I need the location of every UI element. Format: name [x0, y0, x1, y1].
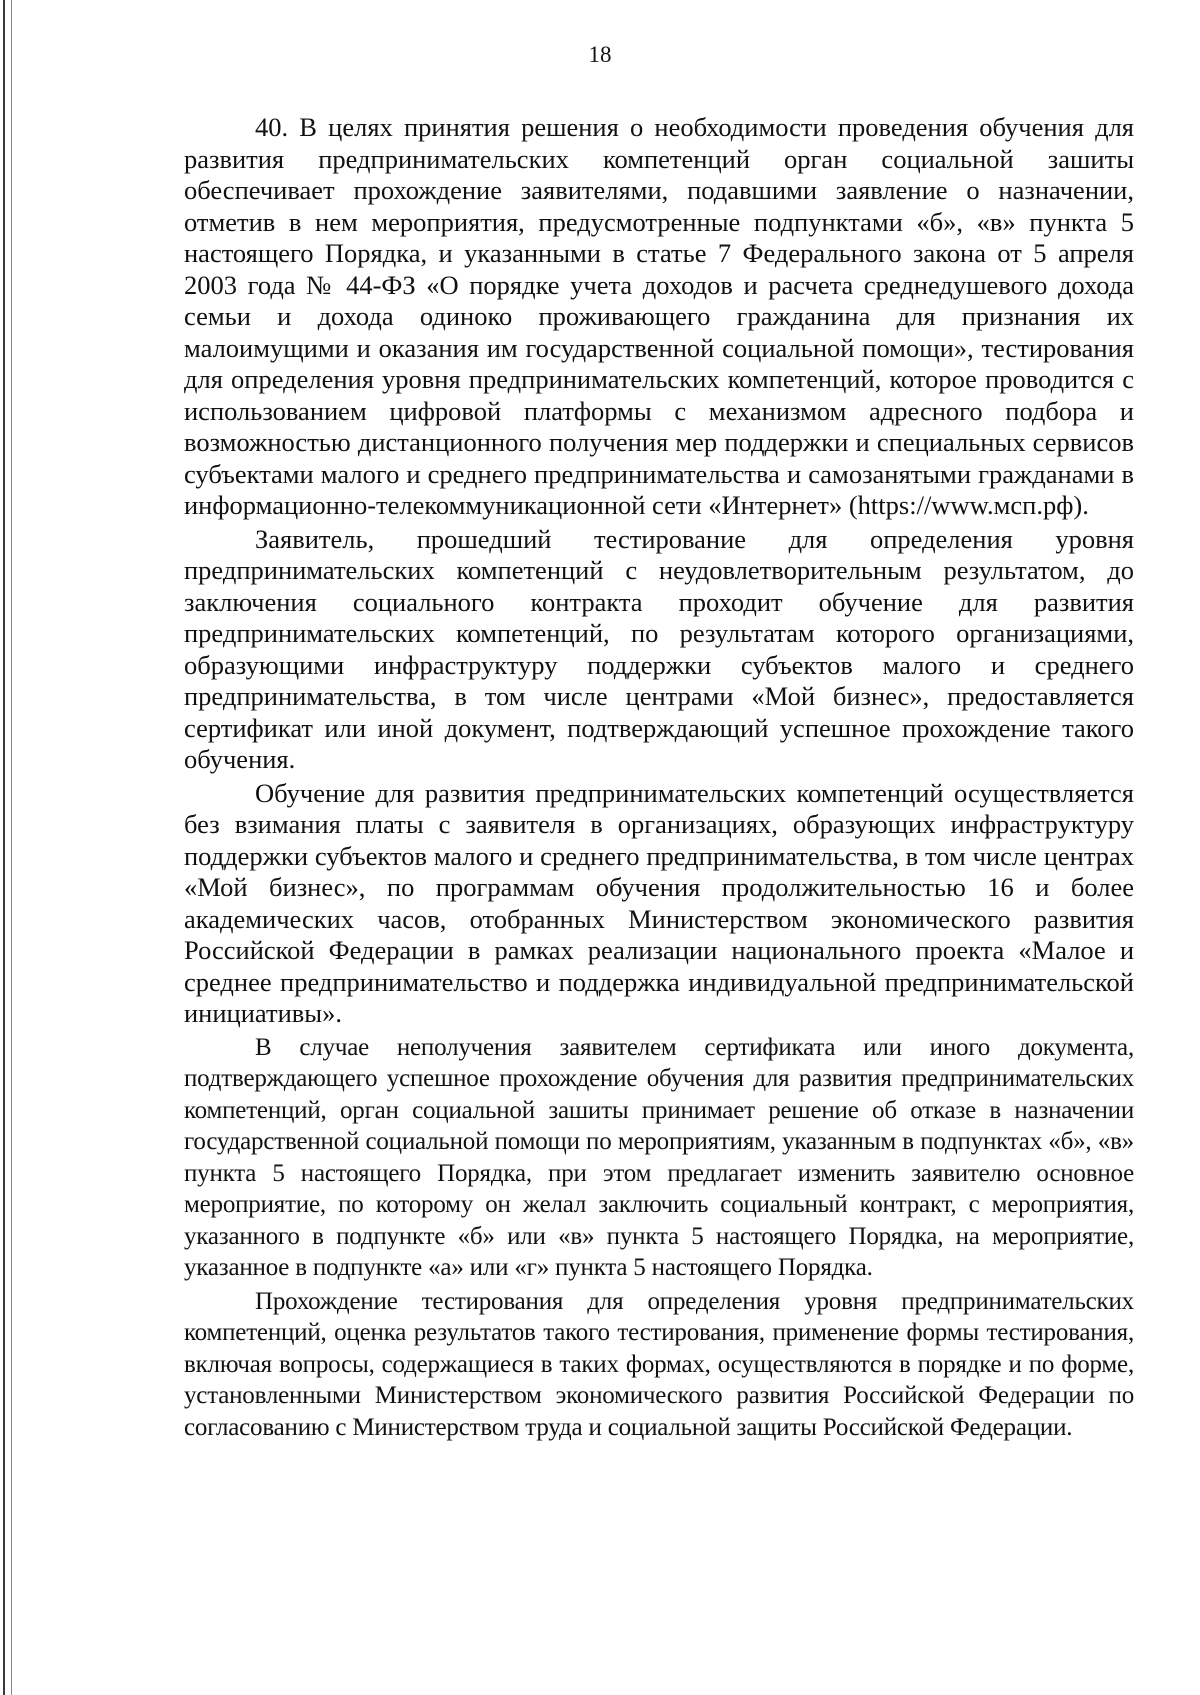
scan-edge-line	[11, 0, 12, 1695]
paragraph-training-terms: Обучение для развития предпринимательских компетенций осуществляется без взимания платы с заявителя в организациях, образующих инфраструктуру поддержки субъектов малого и среднего предпринимательства, в том числе центрах «Мой бизнес», по программам обучения продолжительностью 16 и более академических часов, отобранных Министерством экономического развития Российской Федерации в рамках реализации национального проекта «Малое и среднее предпринимательство и поддержка индивидуальной предпринимательской инициативы».	[184, 777, 1134, 1028]
paragraph-certificate-refusal: В случае неполучения заявителем сертификата или иного документа, подтверждающего успешное прохождение обучения для развития предпринимательских компетенций, орган социальной зашиты принимает решение об отказе в назначении государственной социальной помощи по мероприятиям, указанным в подпунктах «б», «в» пункта 5 настоящего Порядка, при этом предлагает изменить заявителю основное мероприятие, по которому он желал заключить социальный контракт, с мероприятия, указанного в подпункте «б» или «в» пункта 5 настоящего Порядка, на мероприятие, указанное в подпункте «а» или «г» пункта 5 настоящего Порядка.	[184, 1033, 1134, 1281]
paragraph-testing-procedure: Прохождение тестирования для определения уровня предпринимательских компетенций, оценка результатов такого тестирования, применение формы тестирования, включая вопросы, содержащиеся в таких формах, осуществляются в порядке и по форме, установленными Министерством экономического развития Российской Федерации по согласованию с Министерством труда и социальной защиты Российской Федерации.	[184, 1287, 1134, 1441]
scan-edge-line	[3, 0, 5, 1695]
paragraph-item-40: 40. В целях принятия решения о необходимости проведения обучения для развития предпринимательских компетенций орган социальной зашиты обеспечивает прохождение заявителями, подавшими заявление о назначении, отметив в нем мероприятия, предусмотренные подпунктами «б», «в» пункта 5 настоящего Порядка, и указанными в статье 7 Федерального закона от 5 апреля 2003 года № 44-ФЗ «О порядке учета доходов и расчета среднедушевого дохода семьи и дохода одиноко проживающего гражданина для признания их малоимущими и оказания им государственной социальной помощи», тестирования для определения уровня предпринимательских компетенций, которое проводится с использованием цифровой платформы с механизмом адресного подбора и возможностью дистанционного получения мер поддержки и специальных сервисов субъектами малого и среднего предпринимательства и самозанятыми гражданами в информационно-телекоммуникационной сети «Интернет» (https://www.мсп.рф).	[184, 112, 1134, 520]
paragraph-applicant-testing: Заявитель, прошедший тестирование для определения уровня предпринимательских компетенций с неудовлетворительным результатом, до заключения социального контракта проходит обучение для развития предпринимательских компетенций, по результатам которого организациями, образующими инфраструктуру поддержки субъектов малого и среднего предпринимательства, в том числе центрами «Мой бизнес», предоставляется сертификат или иной документ, подтверждающий успешное прохождение такого обучения.	[184, 523, 1134, 774]
page-number: 18	[588, 42, 612, 67]
document-body	[184, 112, 1134, 1445]
